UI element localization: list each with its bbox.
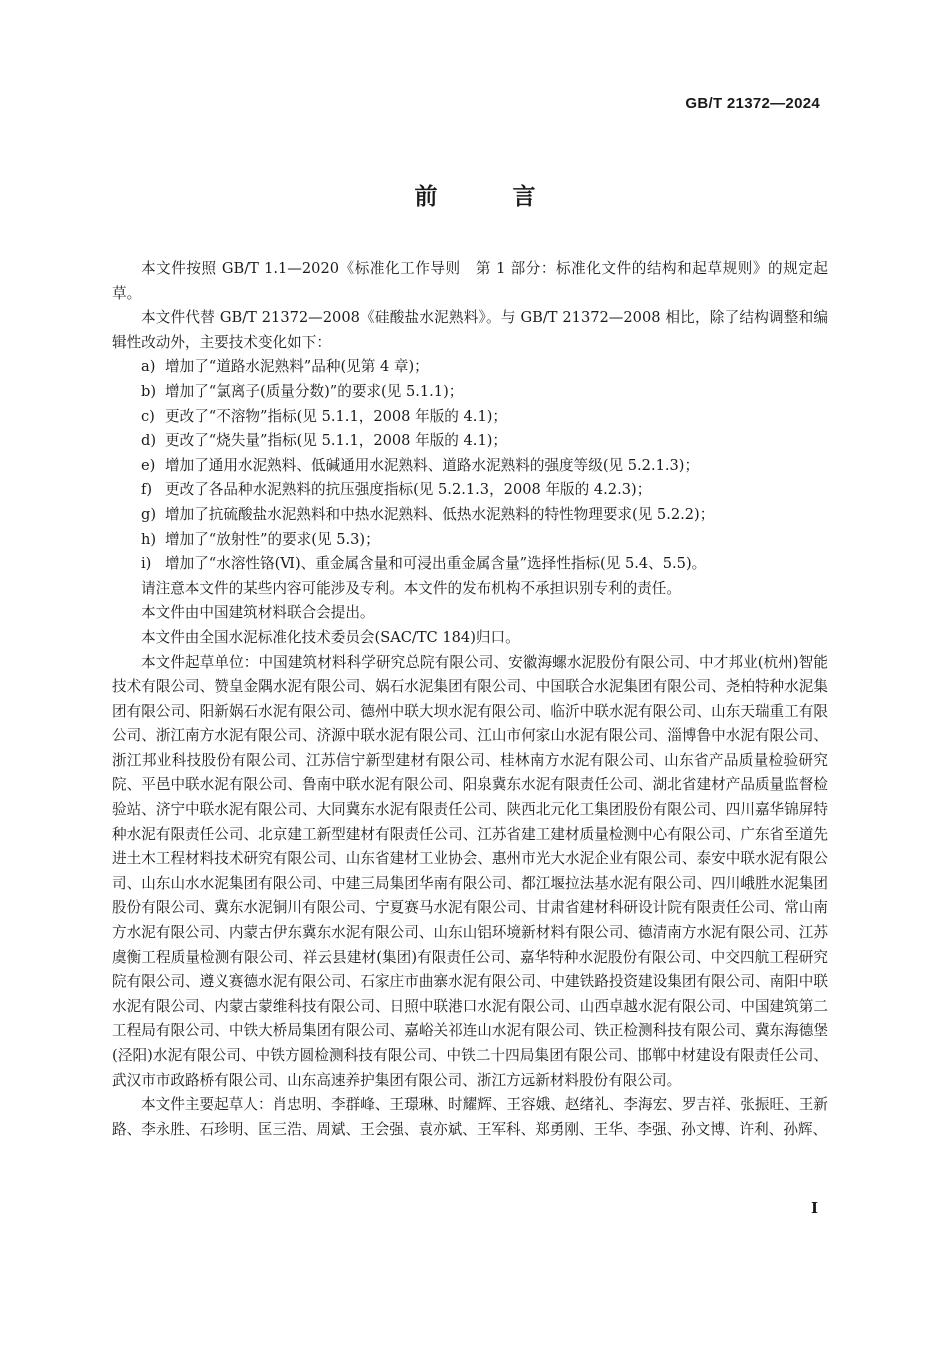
list-item-marker: b)	[141, 382, 157, 400]
page-number: I	[810, 1199, 818, 1217]
page-title: 前 言	[414, 184, 562, 210]
list-item-text: 更改了各品种水泥熟料的抗压强度指标(见 5.2.1.3，2008 年版的 4.2.3)；	[165, 481, 652, 499]
list-item-text: 增加了抗硫酸盐水泥熟料和中热水泥熟料、低热水泥熟料的特性物理要求(见 5.2.2)；	[165, 505, 715, 523]
list-item	[112, 503, 828, 528]
list-item-text: 更改了“不溶物”指标(见 5.1.1，2008 年版的 4.1)；	[165, 407, 508, 425]
list-item-text: 增加了“氯离子(质量分数)”的要求(见 5.1.1)；	[165, 382, 464, 400]
standard-code: GB/T 21372—2024	[685, 95, 820, 112]
list-item-marker: d)	[141, 432, 157, 450]
list-item-marker: h)	[141, 530, 157, 548]
list-item	[112, 528, 828, 553]
paragraph-patent-notice: 请注意本文件的某些内容可能涉及专利。本文件的发布机构不承担识别专利的责任。	[141, 579, 681, 597]
list-item	[112, 454, 828, 479]
list-item-marker: i)	[141, 555, 152, 573]
list-item	[112, 355, 828, 380]
list-item	[112, 429, 828, 454]
list-item	[112, 552, 828, 577]
paragraph-drafters: 本文件主要起草人：肖忠明、李群峰、王璟琳、时耀辉、王容娥、赵绪礼、李海宏、罗吉祥、张振旺、王新路、李永胜、石珍明、匡三浩、周斌、王会强、袁亦斌、王军科、郑勇刚、王华、李强、孙文博、许利、孙辉、	[112, 1096, 828, 1138]
list-item	[112, 478, 828, 503]
list-item	[112, 380, 828, 405]
list-item-marker: g)	[141, 505, 157, 523]
list-item-text: 增加了“水溶性铬(Ⅵ)、重金属含量和可浸出重金属含量”选择性指标(见 5.4、5.5)。	[165, 555, 707, 573]
paragraph-drafting-rules: 本文件按照 GB/T 1.1—2020《标准化工作导则 第 1 部分：标准化文件的结构和起草规则》的规定起草。	[112, 260, 828, 302]
document-body	[112, 257, 828, 1142]
list-item-marker: a)	[141, 358, 156, 376]
paragraph-committee: 本文件由全国水泥标准化技术委员会(SAC/TC 184)归口。	[141, 628, 520, 646]
list-item-marker: f)	[141, 481, 153, 499]
paragraph-drafting-units: 本文件起草单位：中国建筑材料科学研究总院有限公司、安徽海螺水泥股份有限公司、中才邦业(杭州)智能技术有限公司、赞皇金隅水泥有限公司、娲石水泥集团有限公司、中国联合水泥集团有限公司、尧柏特种水泥集团有限公司、阳新娲石水泥有限公司、德州中联大坝水泥有限公司、临沂中联水泥有限公司、山东天瑞重工有限公司、浙江南方水泥有限公司、济源中联水泥有限公司、江山市何家山水泥有限公司、淄博鲁中水泥有限公司、浙江邦业科技股份有限公司、江苏信宁新型建材有限公司、桂林南方水泥有限公司、山东省产品质量检验研究院、平邑中联水泥有限公司、鲁南中联水泥有限公司、阳泉冀东水泥有限责任公司、湖北省建材产品质量监督检验站、济宁中联水泥有限公司、大同冀东水泥有限责任公司、陕西北元化工集团股份有限公司、四川嘉华锦屏特种水泥有限责任公司、北京建工新型建材有限责任公司、江苏省建工建材质量检测中心有限公司、广东省至道先进土木工程材料技术研究有限公司、山东省建材工业协会、惠州市光大水泥企业有限公司、泰安中联水泥有限公司、山东山水水泥集团有限公司、中建三局集团华南有限公司、都江堰拉法基水泥有限公司、四川峨胜水泥集团股份有限公司、冀东水泥铜川有限公司、宁夏赛马水泥有限公司、甘肃省建材科研设计院有限责任公司、常山南方水泥有限公司、内蒙古伊东冀东水泥有限公司、山东山铝环境新材料有限公司、德清南方水泥有限公司、江苏虞衡工程质量检测有限公司、祥云县建材(集团)有限责任公司、嘉华特种水泥股份有限公司、中交四航工程研究院有限公司、遵义赛德水泥有限公司、石家庄市曲寨水泥有限公司、中建铁路投资建设集团有限公司、南阳中联水泥有限公司、内蒙古蒙维科技有限公司、日照中联港口水泥有限公司、山西卓越水泥有限公司、中国建筑第二工程局有限公司、中铁大桥局集团有限公司、嘉峪关祁连山水泥有限公司、铁正检测科技有限公司、冀东海德堡(泾阳)水泥有限公司、中铁方圆检测科技有限公司、中铁二十四局集团有限公司、邯郸中材建设有限责任公司、武汉市市政路桥有限公司、山东高速养护集团有限公司、浙江方远新材料股份有限公司。	[112, 653, 828, 1089]
paragraph-replacement: 本文件代替 GB/T 21372—2008《硅酸盐水泥熟料》。与 GB/T 21372—2008 相比，除了结构调整和编辑性改动外，主要技术变化如下：	[112, 309, 828, 351]
list-item-marker: e)	[141, 456, 156, 474]
list-item	[112, 405, 828, 430]
list-item-marker: c)	[141, 407, 155, 425]
list-item-text: 增加了“放射性”的要求(见 5.3)；	[165, 530, 380, 548]
list-item-text: 更改了“烧失量”指标(见 5.1.1，2008 年版的 4.1)；	[165, 432, 508, 450]
list-item-text: 增加了通用水泥熟料、低碱通用水泥熟料、道路水泥熟料的强度等级(见 5.2.1.3)；	[165, 456, 700, 474]
list-item-text: 增加了“道路水泥熟料”品种(见第 4 章)；	[165, 358, 429, 376]
paragraph-proposer: 本文件由中国建筑材料联合会提出。	[141, 604, 375, 622]
